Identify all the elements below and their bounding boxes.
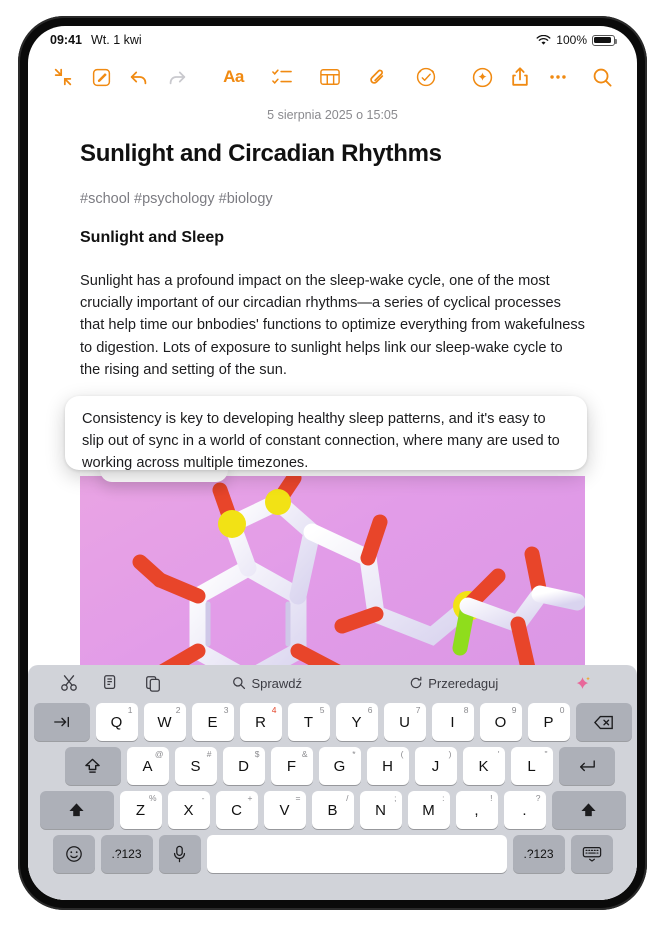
- key-i-sub: 8: [463, 705, 469, 715]
- key-x-label: X: [183, 801, 194, 819]
- shift-right-key[interactable]: [552, 791, 626, 829]
- format-label: Aa: [223, 67, 244, 86]
- key-a[interactable]: [127, 747, 169, 785]
- key-period[interactable]: [504, 791, 546, 829]
- key-o-label: O: [494, 713, 507, 731]
- key-e-sub: 3: [223, 705, 229, 715]
- caps-lock-key[interactable]: [65, 747, 121, 785]
- backspace-key[interactable]: [576, 703, 632, 741]
- key-l[interactable]: [511, 747, 553, 785]
- key-e[interactable]: [192, 703, 234, 741]
- key-n[interactable]: [360, 791, 402, 829]
- battery-percent: 100%: [556, 33, 587, 47]
- note-tags[interactable]: #school #psychology #biology: [80, 191, 273, 207]
- key-b-sub: /: [346, 793, 349, 803]
- redo-button[interactable]: [158, 60, 196, 94]
- key-n-label: N: [375, 801, 386, 819]
- key-v[interactable]: [264, 791, 306, 829]
- keyboard-rows: [34, 701, 631, 873]
- key-q[interactable]: [96, 703, 138, 741]
- undo-button[interactable]: [120, 60, 158, 94]
- key-k-sub: ': [497, 749, 500, 759]
- key-v-sub: =: [295, 793, 301, 803]
- keyboard-row: [34, 703, 631, 741]
- compose-button[interactable]: [82, 60, 120, 94]
- key-p[interactable]: [528, 703, 570, 741]
- space-key[interactable]: [207, 835, 507, 873]
- key-u-label: U: [399, 713, 410, 731]
- key-r-label: R: [255, 713, 266, 731]
- key-comma-sub: !: [490, 793, 493, 803]
- note-date: 5 sierpnia 2025 o 15:05: [267, 108, 398, 122]
- key-c-sub: +: [247, 793, 253, 803]
- key-z-sub: %: [148, 793, 157, 803]
- status-bar: [28, 26, 637, 54]
- key-r-sub: 4: [271, 705, 277, 715]
- key-t-label: T: [303, 713, 314, 731]
- key-a-label: A: [142, 757, 153, 775]
- key-f-sub: &: [301, 749, 308, 759]
- markup-button[interactable]: [407, 60, 445, 94]
- screen: [28, 26, 637, 900]
- key-k-label: K: [478, 757, 489, 775]
- key-m-label: M: [422, 801, 435, 819]
- check-label: Sprawdź: [251, 675, 303, 691]
- share-button[interactable]: [501, 60, 539, 94]
- key-o-sub: 9: [511, 705, 517, 715]
- key-q-sub: 1: [127, 705, 133, 715]
- key-e-label: E: [207, 713, 218, 731]
- key-k[interactable]: [463, 747, 505, 785]
- key-c[interactable]: [216, 791, 258, 829]
- key-t[interactable]: [288, 703, 330, 741]
- key-y[interactable]: [336, 703, 378, 741]
- return-key[interactable]: [559, 747, 615, 785]
- key-q-label: Q: [110, 713, 123, 731]
- key-g-sub: *: [352, 749, 356, 759]
- emoji-key[interactable]: [53, 835, 95, 873]
- key-v-label: V: [279, 801, 290, 819]
- key-y-sub: 6: [367, 705, 373, 715]
- key-w-label: W: [157, 713, 172, 731]
- toolbar: [28, 54, 637, 100]
- attachment-button[interactable]: [359, 60, 397, 94]
- more-button[interactable]: [539, 60, 577, 94]
- shift-left-key[interactable]: [40, 791, 114, 829]
- key-h-sub: (: [400, 749, 404, 759]
- key-d[interactable]: [223, 747, 265, 785]
- keyboard-row: [34, 791, 631, 829]
- note-title: Sunlight and Circadian Rhythms: [80, 140, 442, 167]
- key-comma-label: ,: [474, 801, 479, 819]
- key-w-sub: 2: [175, 705, 181, 715]
- key-f-label: F: [286, 757, 297, 775]
- key-j-sub: ): [448, 749, 452, 759]
- key-s-label: S: [190, 757, 201, 775]
- key-b-label: B: [327, 801, 338, 819]
- key-h-label: H: [382, 757, 393, 775]
- key-x[interactable]: [168, 791, 210, 829]
- key-t-sub: 5: [319, 705, 325, 715]
- key-period-sub: ?: [535, 793, 541, 803]
- rewrite-icon: [409, 676, 423, 690]
- key-r[interactable]: [240, 703, 282, 741]
- key-d-sub: $: [254, 749, 260, 759]
- key-x-sub: -: [201, 793, 205, 803]
- note-body-text[interactable]: Sunlight has a profound impact on the sleep-wake cycle, one of the most crucially important of our circadian rhythms—a series of cyclical processes that help time our bnbodies' functions to optimize everything from wakefulness to digestion. Lots of exposure to sunlight helps link our sleep-wake cycle to the rising and setting of the sun.: [80, 273, 585, 378]
- key-n-sub: ;: [394, 793, 397, 803]
- hide-keyboard-key[interactable]: [571, 835, 613, 873]
- key-w[interactable]: [144, 703, 186, 741]
- key-z[interactable]: [120, 791, 162, 829]
- key-y-label: Y: [351, 713, 362, 731]
- key-p-label: P: [543, 713, 554, 731]
- key-b[interactable]: [312, 791, 354, 829]
- rewrite-button[interactable]: [361, 676, 548, 691]
- apple-intelligence-button[interactable]: [463, 60, 501, 94]
- format-button[interactable]: [215, 60, 253, 94]
- key-c-label: C: [231, 801, 242, 819]
- rewrite-label: Przeredaguj: [428, 675, 499, 691]
- key-m-sub: :: [442, 793, 445, 803]
- callout-text: Consistency is key to developing healthy sleep patterns, and it's easy to slip out of sync in a world of constant connection, where many are used to working across multiple timezones.: [82, 411, 560, 471]
- key-i-label: I: [450, 713, 455, 731]
- keyboard-ai-button[interactable]: [547, 675, 617, 692]
- check-button[interactable]: [174, 676, 361, 691]
- note-heading: Sunlight and Sleep: [80, 229, 225, 246]
- keyboard-shortcut-bar: [34, 665, 631, 701]
- wifi-icon: [536, 35, 551, 46]
- key-z-label: Z: [135, 801, 146, 819]
- key-i[interactable]: [432, 703, 474, 741]
- key-period-label: .: [522, 801, 527, 819]
- on-screen-keyboard[interactable]: [28, 665, 637, 900]
- key-h[interactable]: [367, 747, 409, 785]
- keyboard-row: [34, 747, 631, 785]
- dictation-key[interactable]: [159, 835, 201, 873]
- keyboard-row: [34, 835, 631, 873]
- checklist-button[interactable]: [263, 60, 301, 94]
- status-time: 09:41: [50, 33, 82, 47]
- status-date: Wt. 1 kwi: [90, 33, 142, 47]
- key-u[interactable]: [384, 703, 426, 741]
- magnifier-icon: [232, 676, 246, 690]
- paste-button[interactable]: [132, 674, 174, 692]
- key-s-sub: #: [206, 749, 212, 759]
- key-j-label: J: [431, 757, 440, 775]
- search-button[interactable]: [583, 60, 621, 94]
- key-g[interactable]: [319, 747, 361, 785]
- collapse-button[interactable]: [44, 60, 82, 94]
- numbers-right-key[interactable]: .?123: [513, 835, 565, 873]
- key-p-sub: 0: [559, 705, 565, 715]
- key-l-sub: ": [544, 749, 548, 759]
- ipad-device: [18, 16, 647, 910]
- copy-button[interactable]: [90, 674, 132, 692]
- key-f[interactable]: [271, 747, 313, 785]
- key-u-sub: 7: [415, 705, 421, 715]
- key-o[interactable]: [480, 703, 522, 741]
- key-m[interactable]: [408, 791, 450, 829]
- numbers-left-key[interactable]: .?123: [101, 835, 153, 873]
- cut-button[interactable]: [48, 674, 90, 692]
- key-a-sub: @: [154, 749, 164, 759]
- tab-key[interactable]: [34, 703, 90, 741]
- battery-icon: [592, 35, 615, 46]
- key-comma[interactable]: [456, 791, 498, 829]
- key-s[interactable]: [175, 747, 217, 785]
- key-j[interactable]: [415, 747, 457, 785]
- key-g-label: G: [333, 757, 346, 775]
- key-l-label: L: [527, 757, 536, 775]
- key-d-label: D: [238, 757, 249, 775]
- table-button[interactable]: [311, 60, 349, 94]
